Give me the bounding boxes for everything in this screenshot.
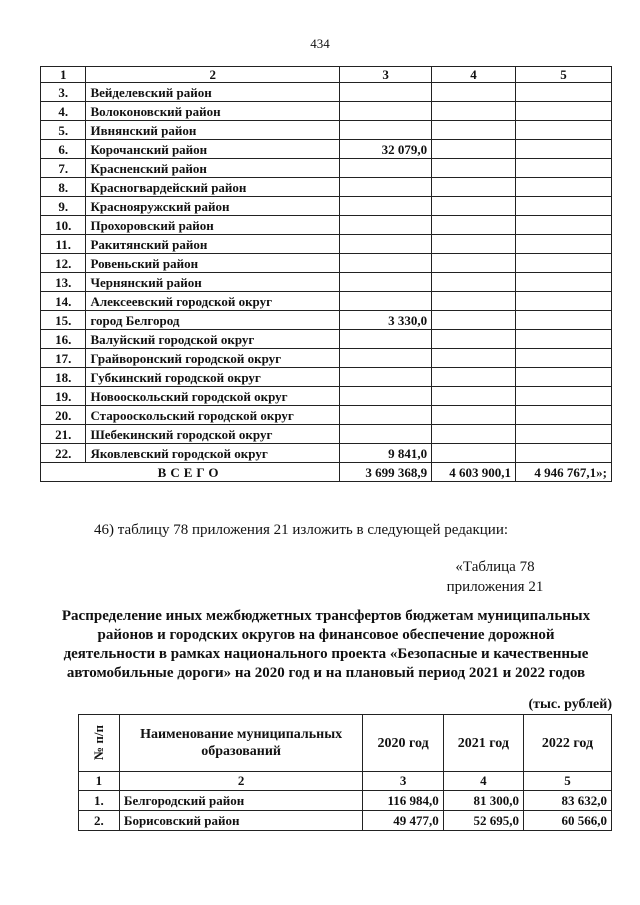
row-value-5-cell	[515, 140, 611, 159]
row-2022-cell: 60 566,0	[524, 811, 612, 831]
row-number-cell: 22.	[41, 444, 86, 463]
row-value-5-cell	[515, 406, 611, 425]
row-name-cell: город Белгород	[86, 311, 340, 330]
column-number-row	[79, 772, 612, 791]
header-2022-cell: 2022 год	[524, 715, 612, 772]
title-line: автомобильные дороги» на 2020 год и на плановый период 2021 и 2022 годов	[66, 665, 586, 681]
table-row	[41, 83, 612, 102]
row-value-5-cell	[515, 178, 611, 197]
row-number-cell: 17.	[41, 349, 86, 368]
total-value-3: 3 699 368,9	[340, 463, 432, 482]
title-line: районов и городских округов на финансовое обеспечение дорожной	[97, 627, 555, 643]
row-value-5-cell	[515, 444, 611, 463]
row-value-3-cell	[340, 102, 432, 121]
row-name-cell: Алексеевский городской округ	[86, 292, 340, 311]
row-number-cell: 16.	[41, 330, 86, 349]
row-value-4-cell	[432, 178, 516, 197]
header-cell: 2	[86, 67, 340, 83]
header-cell: 4	[432, 67, 516, 83]
total-value-4: 4 603 900,1	[432, 463, 516, 482]
header-num-label: № п/п	[91, 725, 107, 760]
colnum-cell: 4	[443, 772, 523, 791]
row-value-5-cell	[515, 159, 611, 178]
row-name-cell: Красногвардейский район	[86, 178, 340, 197]
table-row	[41, 425, 612, 444]
row-value-4-cell	[432, 197, 516, 216]
row-value-4-cell	[432, 311, 516, 330]
row-value-5-cell	[515, 425, 611, 444]
title-line: Распределение иных межбюджетных трансфертов бюджетам муниципальных	[61, 608, 591, 624]
row-number-cell: 21.	[41, 425, 86, 444]
table-row	[41, 254, 612, 273]
row-number-cell: 9.	[41, 197, 86, 216]
row-value-5-cell	[515, 83, 611, 102]
row-value-3-cell: 32 079,0	[340, 140, 432, 159]
row-number-cell: 1.	[79, 791, 120, 811]
table-row	[41, 178, 612, 197]
row-number-cell: 12.	[41, 254, 86, 273]
row-value-5-cell	[515, 330, 611, 349]
row-name-cell: Ровеньский район	[86, 254, 340, 273]
row-name-cell: Красненский район	[86, 159, 340, 178]
row-value-3-cell	[340, 273, 432, 292]
header-name-cell: Наименование муниципальных образований	[119, 715, 363, 772]
table-row	[41, 444, 612, 463]
row-value-5-cell	[515, 387, 611, 406]
row-value-5-cell	[515, 197, 611, 216]
row-value-3-cell	[340, 349, 432, 368]
row-value-3-cell	[340, 425, 432, 444]
row-value-3-cell: 3 330,0	[340, 311, 432, 330]
table-caption-line2: приложения 21	[446, 579, 544, 595]
table-row	[79, 791, 612, 811]
row-number-cell: 4.	[41, 102, 86, 121]
row-value-5-cell	[515, 102, 611, 121]
row-2021-cell: 81 300,0	[443, 791, 523, 811]
row-number-cell: 15.	[41, 311, 86, 330]
row-value-5-cell	[515, 216, 611, 235]
table-row	[41, 140, 612, 159]
header-cell: 5	[515, 67, 611, 83]
row-number-cell: 11.	[41, 235, 86, 254]
row-number-cell: 3.	[41, 83, 86, 102]
row-value-4-cell	[432, 368, 516, 387]
table-row	[41, 121, 612, 140]
table-row	[41, 292, 612, 311]
table-row	[41, 273, 612, 292]
row-number-cell: 13.	[41, 273, 86, 292]
row-value-3-cell	[340, 292, 432, 311]
row-name-cell: Корочанский район	[86, 140, 340, 159]
row-2020-cell: 49 477,0	[363, 811, 443, 831]
row-number-cell: 14.	[41, 292, 86, 311]
table-row	[41, 330, 612, 349]
row-name-cell: Краснояружский район	[86, 197, 340, 216]
row-value-5-cell	[515, 368, 611, 387]
row-value-5-cell	[515, 273, 611, 292]
row-name-cell: Грайворонский городской округ	[86, 349, 340, 368]
row-number-cell: 8.	[41, 178, 86, 197]
table-row	[41, 311, 612, 330]
row-value-4-cell	[432, 102, 516, 121]
row-value-4-cell	[432, 121, 516, 140]
table-row	[41, 349, 612, 368]
total-row	[41, 463, 612, 482]
transfers-table	[78, 714, 612, 831]
total-value-5: 4 946 767,1»;	[515, 463, 611, 482]
row-value-5-cell	[515, 254, 611, 273]
header-cell: 3	[340, 67, 432, 83]
header-cell: 1	[41, 67, 86, 83]
colnum-cell: 1	[79, 772, 120, 791]
row-number-cell: 19.	[41, 387, 86, 406]
table-row	[41, 197, 612, 216]
table-row	[41, 406, 612, 425]
row-name-cell: Валуйский городской округ	[86, 330, 340, 349]
table-header-row	[79, 715, 612, 772]
row-name-cell: Ивнянский район	[86, 121, 340, 140]
row-name-cell: Белгородский район	[119, 791, 363, 811]
row-name-cell: Чернянский район	[86, 273, 340, 292]
table-row	[41, 102, 612, 121]
row-value-5-cell	[515, 121, 611, 140]
row-value-3-cell	[340, 121, 432, 140]
row-value-4-cell	[432, 140, 516, 159]
table-row	[41, 387, 612, 406]
table-header-row	[41, 67, 612, 83]
row-value-3-cell: 9 841,0	[340, 444, 432, 463]
header-2021-cell: 2021 год	[443, 715, 523, 772]
row-value-4-cell	[432, 425, 516, 444]
row-name-cell: Новооскольский городской округ	[86, 387, 340, 406]
title-line: деятельности в рамках национального проекта «Безопасные и качественные	[63, 646, 589, 662]
table-row	[41, 159, 612, 178]
table-row	[41, 235, 612, 254]
row-name-cell: Волоконовский район	[86, 102, 340, 121]
distribution-table-continued	[40, 66, 612, 482]
total-label: ВСЕГО	[41, 463, 340, 482]
row-value-3-cell	[340, 178, 432, 197]
row-value-4-cell	[432, 273, 516, 292]
colnum-cell: 3	[363, 772, 443, 791]
row-2022-cell: 83 632,0	[524, 791, 612, 811]
row-name-cell: Борисовский район	[119, 811, 363, 831]
row-value-4-cell	[432, 235, 516, 254]
colnum-cell: 2	[119, 772, 363, 791]
row-value-4-cell	[432, 159, 516, 178]
row-value-3-cell	[340, 387, 432, 406]
row-value-5-cell	[515, 349, 611, 368]
row-name-cell: Прохоровский район	[86, 216, 340, 235]
row-2020-cell: 116 984,0	[363, 791, 443, 811]
row-2021-cell: 52 695,0	[443, 811, 523, 831]
units-label: (тыс. рублей)	[528, 697, 612, 712]
row-name-cell: Ракитянский район	[86, 235, 340, 254]
table-row	[79, 811, 612, 831]
row-value-3-cell	[340, 83, 432, 102]
row-value-3-cell	[340, 254, 432, 273]
row-value-5-cell	[515, 292, 611, 311]
row-value-4-cell	[432, 216, 516, 235]
amendment-paragraph: 46) таблицу 78 приложения 21 изложить в следующей редакции:	[94, 522, 509, 538]
row-number-cell: 5.	[41, 121, 86, 140]
row-value-3-cell	[340, 159, 432, 178]
row-name-cell: Вейделевский район	[86, 83, 340, 102]
table-caption-line1: «Таблица 78	[455, 559, 535, 575]
row-name-cell: Яковлевский городской округ	[86, 444, 340, 463]
row-name-cell: Старооскольский городской округ	[86, 406, 340, 425]
row-number-cell: 2.	[79, 811, 120, 831]
row-value-3-cell	[340, 406, 432, 425]
row-value-3-cell	[340, 368, 432, 387]
row-value-3-cell	[340, 330, 432, 349]
row-value-5-cell	[515, 235, 611, 254]
header-2020-cell: 2020 год	[363, 715, 443, 772]
page-number: 434	[310, 36, 330, 51]
row-number-cell: 18.	[41, 368, 86, 387]
row-number-cell: 20.	[41, 406, 86, 425]
row-number-cell: 7.	[41, 159, 86, 178]
row-value-3-cell	[340, 197, 432, 216]
table-row	[41, 216, 612, 235]
row-value-3-cell	[340, 216, 432, 235]
row-value-4-cell	[432, 83, 516, 102]
row-number-cell: 6.	[41, 140, 86, 159]
row-name-cell: Шебекинский городской округ	[86, 425, 340, 444]
table-row	[41, 368, 612, 387]
header-num-cell	[79, 715, 120, 772]
row-value-4-cell	[432, 292, 516, 311]
row-value-4-cell	[432, 387, 516, 406]
colnum-cell: 5	[524, 772, 612, 791]
row-value-4-cell	[432, 349, 516, 368]
row-value-3-cell	[340, 235, 432, 254]
table-title	[40, 607, 612, 683]
row-value-4-cell	[432, 254, 516, 273]
row-value-4-cell	[432, 330, 516, 349]
row-name-cell: Губкинский городской округ	[86, 368, 340, 387]
row-value-5-cell	[515, 311, 611, 330]
row-value-4-cell	[432, 406, 516, 425]
row-value-4-cell	[432, 444, 516, 463]
row-number-cell: 10.	[41, 216, 86, 235]
